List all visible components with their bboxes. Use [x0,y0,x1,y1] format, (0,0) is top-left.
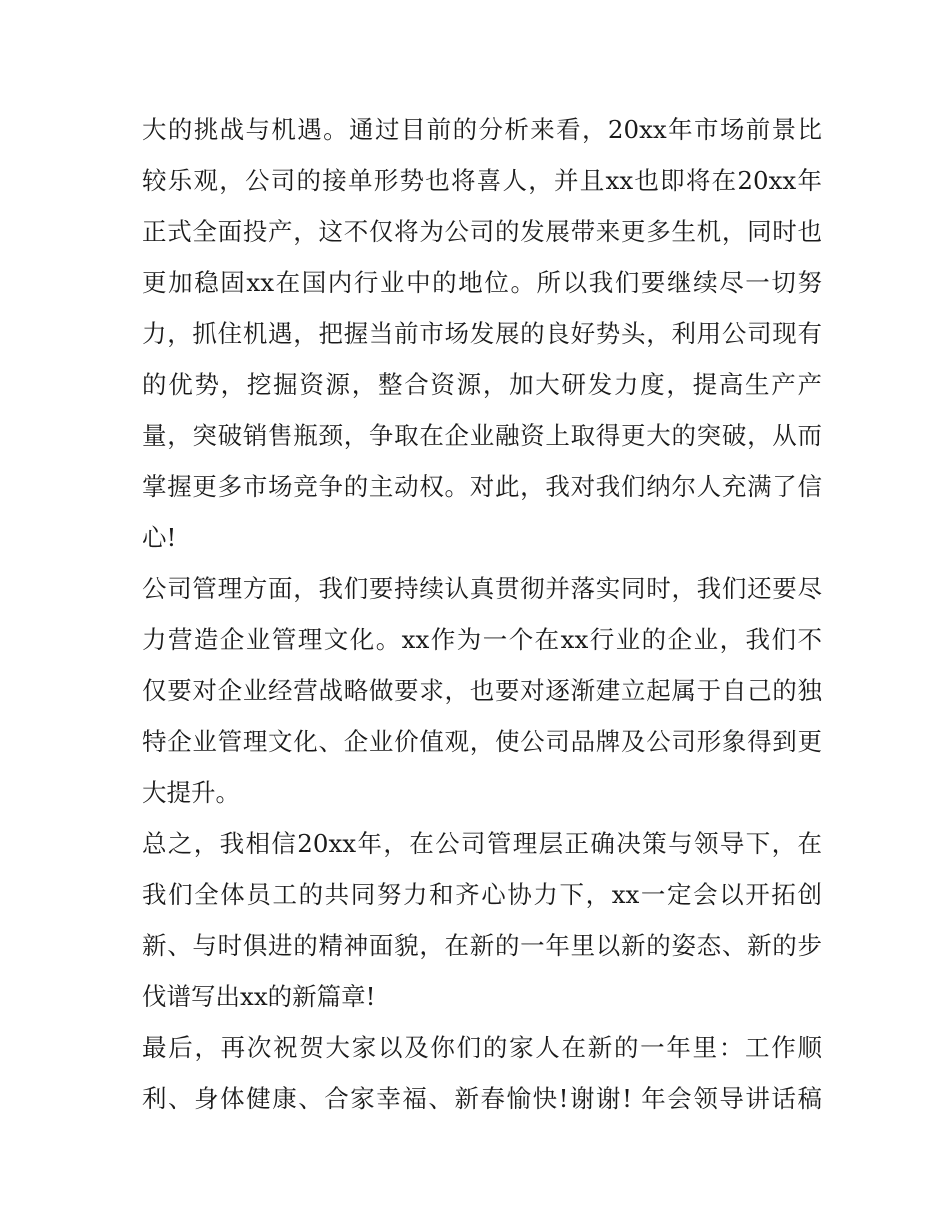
text-line: 的优势，挖掘资源，整合资源，加大研发力度，提高生产产 [142,370,822,399]
text-line: 公司管理方面，我们要持续认真贯彻并落实同时，我们还要尽 [142,574,822,603]
text-line: 伐谱写出xx的新篇章! [142,982,376,1011]
text-line: 大的挑战与机遇。通过目前的分析来看，20xx年市场前景比 [142,115,822,144]
paragraph-1 [142,104,822,563]
paragraph-3 [142,818,822,1022]
text-line: 总之，我相信20xx年，在公司管理层正确决策与领导下，在 [142,829,822,858]
text-line: 心! [142,523,177,552]
text-line: 正式全面投产，这不仅将为公司的发展带来更多生机，同时也 [142,217,822,246]
text-line: 仅要对企业经营战略做要求，也要对逐渐建立起属于自己的独 [142,676,822,705]
text-line: 更加稳固xx在国内行业中的地位。所以我们要继续尽一切努 [142,268,822,297]
text-line: 大提升。 [142,778,240,807]
text-line: 利、身体健康、合家幸福、新春愉快!谢谢! 年会领导讲话稿 [142,1084,822,1113]
paragraph-4 [142,1022,822,1124]
text-line: 掌握更多市场竞争的主动权。对此，我对我们纳尔人充满了信 [142,472,822,501]
document-body [142,104,822,1124]
paragraph-2 [142,563,822,818]
text-line: 我们全体员工的共同努力和齐心协力下，xx一定会以开拓创 [142,880,822,909]
text-line: 较乐观，公司的接单形势也将喜人，并且xx也即将在20xx年 [142,166,822,195]
text-line: 力营造企业管理文化。xx作为一个在xx行业的企业，我们不 [142,625,822,654]
text-line: 量，突破销售瓶颈，争取在企业融资上取得更大的突破，从而 [142,421,822,450]
text-line: 最后，再次祝贺大家以及你们的家人在新的一年里：工作顺 [142,1033,822,1062]
text-line: 力，抓住机遇，把握当前市场发展的良好势头，利用公司现有 [142,319,822,348]
text-line: 新、与时俱进的精神面貌，在新的一年里以新的姿态、新的步 [142,931,822,960]
text-line: 特企业管理文化、企业价值观，使公司品牌及公司形象得到更 [142,727,822,756]
